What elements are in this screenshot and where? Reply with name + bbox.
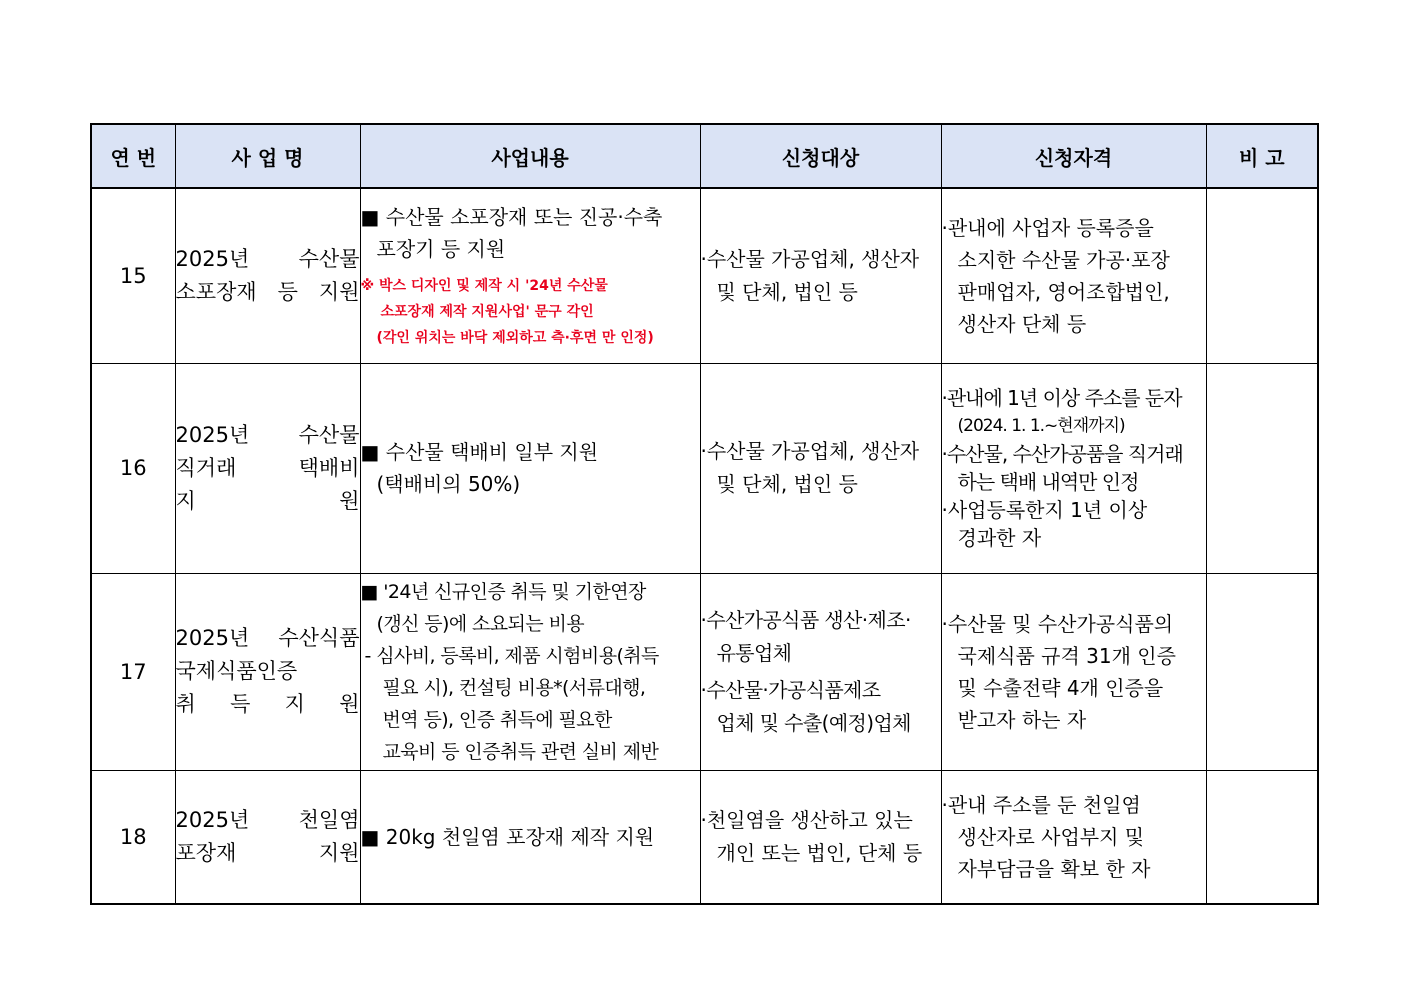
header-no: 연 번 (91, 124, 175, 188)
table-row (91, 573, 1318, 770)
program-content: ■ '24년 신규인증 취득 및 기한연장 (갱신 등)에 소요되는 비용 - 심사비, 등록비, 제품 시험비용(취득 필요 시), 컨설팅 비용*(서류대행, 번역 등), 인증 취득에 필요한 교육비 등 인증취득 관련 실비 제반 (360, 573, 700, 770)
note-cell (1206, 363, 1318, 573)
support-program-table (90, 123, 1319, 905)
applicant-target: ·수산물 가공업체, 생산자 및 단체, 법인 등 (700, 363, 941, 573)
table-row (91, 188, 1318, 363)
header-row (91, 124, 1318, 188)
applicant-target: ·수산가공식품 생산·제조· 유통업체 ·수산물·가공식품제조 업체 및 수출(예정)업체 (700, 573, 941, 770)
program-name: 2025년 수산물 직거래 택배비 지 원 (175, 363, 360, 573)
applicant-qualification: ·관내에 사업자 등록증을 소지한 수산물 가공·포장 판매업자, 영어조합법인, 생산자 단체 등 (941, 188, 1206, 363)
applicant-qualification: ·관내에 1년 이상 주소를 둔자 (2024. 1. 1.~현재까지) ·수산물, 수산가공품을 직거래 하는 택배 내역만 인정 ·사업등록한지 1년 이상 경과한 자 (941, 363, 1206, 573)
note-cell (1206, 573, 1318, 770)
program-name: 2025년 천일염 포장재 지원 (175, 770, 360, 904)
row-number: 17 (91, 573, 175, 770)
row-number: 18 (91, 770, 175, 904)
header-target: 신청대상 (700, 124, 941, 188)
table-row (91, 770, 1318, 904)
row-number: 16 (91, 363, 175, 573)
header-content: 사업내용 (360, 124, 700, 188)
applicant-target: ·수산물 가공업체, 생산자 및 단체, 법인 등 (700, 188, 941, 363)
table-row (91, 363, 1318, 573)
applicant-qualification: ·수산물 및 수산가공식품의 국제식품 규격 31개 인증 및 수출전략 4개 인증을 받고자 하는 자 (941, 573, 1206, 770)
program-content: ■ 수산물 택배비 일부 지원 (택배비의 50%) (360, 363, 700, 573)
note-cell (1206, 770, 1318, 904)
program-name: 2025년 수산물 소포장재 등 지원 (175, 188, 360, 363)
applicant-target: ·천일염을 생산하고 있는 개인 또는 법인, 단체 등 (700, 770, 941, 904)
note-cell (1206, 188, 1318, 363)
program-name: 2025년 수산식품 국제식품인증 취 득 지 원 (175, 573, 360, 770)
engraving-notice: ※ 박스 디자인 및 제작 시 '24년 수산물 소포장재 제작 지원사업' 문구 각인 (각인 위치는 바닥 제외하고 측·후면 만 인정) (360, 277, 654, 346)
program-content: ■ 수산물 소포장재 또는 진공·수축 포장기 등 지원 ※ 박스 디자인 및 제작 시 '24년 수산물 소포장재 제작 지원사업' 문구 각인 (각인 위치는 바닥 제외하고 측·후면 만 인정) (360, 188, 700, 363)
applicant-qualification: ·관내 주소를 둔 천일염 생산자로 사업부지 및 자부담금을 확보 한 자 (941, 770, 1206, 904)
row-number: 15 (91, 188, 175, 363)
header-name: 사 업 명 (175, 124, 360, 188)
header-note: 비 고 (1206, 124, 1318, 188)
program-content: ■ 20kg 천일염 포장재 제작 지원 (360, 770, 700, 904)
header-qualification: 신청자격 (941, 124, 1206, 188)
